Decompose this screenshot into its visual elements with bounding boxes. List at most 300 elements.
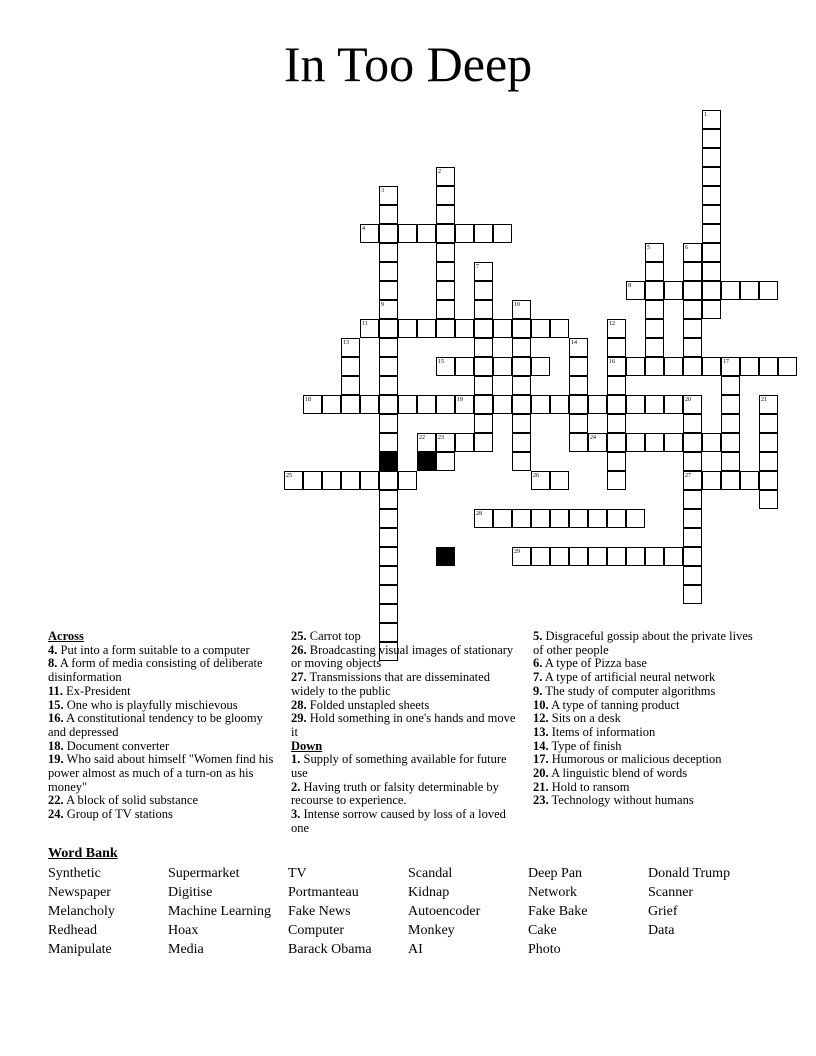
grid-cell[interactable] [702, 148, 721, 167]
clue-number: 10 [514, 302, 520, 308]
clue-number: 9 [381, 302, 384, 308]
grid-cell[interactable] [398, 319, 417, 338]
grid-cell[interactable] [512, 338, 531, 357]
grid-cell[interactable] [607, 338, 626, 357]
clue-item [48, 753, 280, 794]
grid-cell[interactable] [379, 585, 398, 604]
grid-cell[interactable] [721, 414, 740, 433]
clue-item [291, 630, 521, 644]
grid-cell[interactable] [664, 547, 683, 566]
grid-cell[interactable] [569, 376, 588, 395]
grid-cell[interactable] [417, 224, 436, 243]
grid-cell[interactable] [531, 319, 550, 338]
grid-cell[interactable] [379, 528, 398, 547]
grid-cell[interactable] [550, 471, 569, 490]
clue-item [533, 781, 763, 795]
grid-cell[interactable] [512, 319, 531, 338]
grid-cell[interactable] [436, 243, 455, 262]
grid-cell[interactable] [721, 433, 740, 452]
grid-cell[interactable] [683, 338, 702, 357]
word-bank-item: Portmanteau [288, 885, 359, 900]
word-bank-item: Melancholy [48, 904, 115, 919]
clue-number: 5 [647, 245, 650, 251]
clue-number: 17 [723, 359, 729, 365]
grid-cell[interactable] [683, 585, 702, 604]
clue-item [533, 712, 763, 726]
clue-item [291, 671, 521, 698]
grid-cell[interactable] [455, 433, 474, 452]
clue-number-label: 14. [533, 738, 549, 753]
word-bank-item: TV [288, 866, 307, 881]
clue-number-label: 3. [291, 807, 301, 822]
word-bank-item: Monkey [408, 923, 455, 938]
grid-cell[interactable] [759, 281, 778, 300]
clue-text: The study of computer algorithms [545, 683, 716, 698]
grid-cell[interactable] [626, 433, 645, 452]
word-bank-item: Fake Bake [528, 904, 588, 919]
grid-cell[interactable] [721, 376, 740, 395]
clue-item [291, 699, 521, 713]
grid-cell[interactable] [702, 167, 721, 186]
clue-number-label: 27. [291, 670, 307, 685]
grid-cell[interactable] [512, 357, 531, 376]
grid-cell[interactable] [360, 471, 379, 490]
word-bank-item: Kidnap [408, 885, 450, 900]
clue-number-label: 4. [48, 642, 58, 657]
clue-number-label: 7. [533, 670, 543, 685]
grid-cell[interactable] [512, 395, 531, 414]
grid-cell[interactable] [436, 395, 455, 414]
grid-cell[interactable] [341, 395, 360, 414]
word-bank-item: Photo [528, 942, 561, 957]
clue-number: 14 [571, 340, 577, 346]
grid-cell[interactable] [645, 300, 664, 319]
clue-number-label: 28. [291, 697, 307, 712]
grid-cell[interactable] [740, 357, 759, 376]
clue-item [48, 699, 280, 713]
grid-cell[interactable] [398, 471, 417, 490]
clue-text: Folded unstapled sheets [309, 697, 430, 712]
clue-number-label: 12. [533, 711, 549, 726]
clue-column-1 [48, 630, 280, 822]
clue-item [48, 794, 280, 808]
grid-cell[interactable] [455, 319, 474, 338]
grid-cell[interactable] [550, 509, 569, 528]
clue-item [533, 685, 763, 699]
grid-cell[interactable] [569, 509, 588, 528]
grid-cell[interactable] [683, 300, 702, 319]
grid-cell[interactable] [493, 224, 512, 243]
clue-number-label: 9. [533, 683, 543, 698]
grid-cell[interactable] [493, 509, 512, 528]
grid-cell[interactable] [664, 357, 683, 376]
grid-cell[interactable] [379, 376, 398, 395]
grid-cell[interactable] [607, 433, 626, 452]
grid-cell[interactable] [683, 547, 702, 566]
clue-text: Hold something in one's hands and move it [291, 711, 516, 739]
grid-cell[interactable] [436, 262, 455, 281]
clue-number-label: 24. [48, 807, 64, 822]
word-bank-item: AI [408, 942, 423, 957]
clue-text: A block of solid substance [66, 793, 198, 808]
clue-number: 19 [457, 397, 463, 403]
grid-cell[interactable] [626, 547, 645, 566]
clue-number-label: 11. [48, 683, 63, 698]
word-bank-item: Grief [648, 904, 678, 919]
grid-cell[interactable] [721, 452, 740, 471]
clue-item [291, 781, 521, 808]
clue-item [48, 808, 280, 822]
clue-item [533, 671, 763, 685]
grid-cell[interactable] [569, 395, 588, 414]
grid-cell[interactable] [607, 471, 626, 490]
clue-number: 13 [343, 340, 349, 346]
grid-cell[interactable] [493, 395, 512, 414]
grid-cell[interactable] [436, 281, 455, 300]
down-heading: Down [291, 738, 323, 753]
grid-cell[interactable] [759, 452, 778, 471]
grid-cell[interactable] [702, 262, 721, 281]
grid-cell[interactable] [683, 357, 702, 376]
word-bank-item: Digitise [168, 885, 213, 900]
grid-cell[interactable] [702, 205, 721, 224]
grid-cell[interactable] [721, 281, 740, 300]
grid-cell[interactable] [607, 414, 626, 433]
grid-cell[interactable] [683, 490, 702, 509]
grid-cell[interactable] [759, 433, 778, 452]
grid-cell[interactable] [398, 224, 417, 243]
clue-number: 22 [419, 435, 425, 441]
grid-cell[interactable] [436, 224, 455, 243]
page-title: In Too Deep [283, 36, 533, 92]
grid-cell[interactable] [531, 547, 550, 566]
grid-cell[interactable] [341, 471, 360, 490]
clue-number: 29 [514, 549, 520, 555]
word-bank-item: Scandal [408, 866, 453, 881]
grid-cell[interactable] [474, 281, 493, 300]
grid-cell[interactable] [588, 547, 607, 566]
grid-cell[interactable] [379, 243, 398, 262]
grid-cell[interactable] [569, 433, 588, 452]
grid-cell[interactable] [569, 547, 588, 566]
grid-cell[interactable] [569, 414, 588, 433]
clue-column-3 [533, 630, 763, 808]
grid-cell[interactable] [379, 338, 398, 357]
grid-cell[interactable] [607, 547, 626, 566]
grid-cell[interactable] [474, 300, 493, 319]
clue-text: Put into a form suitable to a computer [60, 642, 250, 657]
grid-cell[interactable] [702, 129, 721, 148]
grid-cell[interactable] [702, 471, 721, 490]
clue-text: Intense sorrow caused by loss of a loved one [291, 807, 506, 835]
clue-number: 12 [609, 321, 615, 327]
grid-cell[interactable] [512, 414, 531, 433]
grid-cell[interactable] [740, 281, 759, 300]
grid-cell[interactable] [379, 547, 398, 566]
clue-text: One who is playfully mischievous [66, 697, 238, 712]
grid-cell[interactable] [664, 281, 683, 300]
clue-number-label: 25. [291, 629, 307, 643]
grid-black-cell [379, 452, 398, 471]
grid-cell[interactable] [436, 452, 455, 471]
clue-number-label: 15. [48, 697, 64, 712]
clue-number-label: 26. [291, 642, 307, 657]
grid-cell[interactable] [607, 509, 626, 528]
clue-number-label: 29. [291, 711, 307, 726]
clue-item [533, 794, 763, 808]
grid-cell[interactable] [436, 319, 455, 338]
clue-number-label: 2. [291, 779, 301, 794]
grid-cell[interactable] [493, 319, 512, 338]
grid-cell[interactable] [474, 376, 493, 395]
clue-item [48, 644, 280, 658]
clue-text: Broadcasting visual images of stationary or moving objects [291, 642, 514, 671]
grid-cell[interactable] [512, 376, 531, 395]
grid-cell[interactable] [645, 338, 664, 357]
grid-cell[interactable] [379, 566, 398, 585]
clue-number: 6 [685, 245, 688, 251]
grid-cell[interactable] [474, 433, 493, 452]
clue-text: Technology without humans [551, 793, 694, 808]
grid-cell[interactable] [379, 205, 398, 224]
word-bank-item: Newspaper [48, 885, 111, 900]
word-bank-item: Synthetic [48, 866, 101, 881]
clue-number-label: 8. [48, 656, 58, 671]
clue-text: A type of tanning product [551, 697, 680, 712]
grid-cell[interactable] [379, 471, 398, 490]
clue-text: A form of media consisting of deliberate disinformation [48, 656, 263, 685]
clue-text: Supply of something available for future use [291, 752, 507, 781]
clue-number: 2 [438, 169, 441, 175]
grid-cell[interactable] [303, 471, 322, 490]
clue-number-label: 18. [48, 738, 64, 753]
clue-text: Disgraceful gossip about the private lives of other people [533, 629, 753, 657]
grid-cell[interactable] [664, 395, 683, 414]
grid-cell[interactable] [702, 243, 721, 262]
grid-cell[interactable] [607, 452, 626, 471]
across-heading: Across [48, 629, 84, 643]
clue-item [533, 753, 763, 767]
grid-cell[interactable] [702, 186, 721, 205]
clue-item [48, 657, 280, 684]
grid-cell[interactable] [436, 300, 455, 319]
grid-cell[interactable] [493, 357, 512, 376]
clue-number: 20 [685, 397, 691, 403]
clue-text: A type of Pizza base [544, 656, 647, 671]
grid-cell[interactable] [569, 357, 588, 376]
clue-number-label: 13. [533, 724, 549, 739]
clue-item [48, 712, 280, 739]
grid-cell[interactable] [645, 547, 664, 566]
grid-cell[interactable] [512, 433, 531, 452]
grid-cell[interactable] [341, 376, 360, 395]
grid-cell[interactable] [702, 357, 721, 376]
clue-number: 25 [286, 473, 292, 479]
grid-cell[interactable] [778, 357, 797, 376]
clue-text: Items of information [551, 724, 656, 739]
grid-cell[interactable] [474, 224, 493, 243]
grid-cell[interactable] [645, 319, 664, 338]
grid-cell[interactable] [626, 357, 645, 376]
grid-cell[interactable] [683, 262, 702, 281]
grid-cell[interactable] [683, 452, 702, 471]
word-bank-item: Manipulate [48, 942, 112, 957]
grid-cell[interactable] [759, 357, 778, 376]
grid-cell[interactable] [474, 338, 493, 357]
word-bank-item: Machine Learning [168, 904, 272, 919]
clue-number: 28 [476, 511, 482, 517]
clue-number: 1 [704, 112, 707, 118]
grid-cell[interactable] [683, 281, 702, 300]
grid-cell[interactable] [379, 395, 398, 414]
clue-text: Group of TV stations [66, 807, 173, 822]
grid-cell[interactable] [721, 471, 740, 490]
grid-cell[interactable] [398, 395, 417, 414]
word-bank-item: Network [528, 885, 577, 900]
grid-cell[interactable] [702, 281, 721, 300]
word-bank-item: Data [648, 923, 675, 938]
clue-number: 23 [438, 435, 444, 441]
clue-text: Having truth or falsity determinable by recourse to experience. [291, 779, 499, 808]
grid-cell[interactable] [379, 262, 398, 281]
grid-cell[interactable] [702, 300, 721, 319]
grid-cell[interactable] [474, 319, 493, 338]
grid-cell[interactable] [417, 319, 436, 338]
grid-cell[interactable] [379, 357, 398, 376]
clue-number: 27 [685, 473, 691, 479]
grid-cell[interactable] [379, 319, 398, 338]
grid-cell[interactable] [436, 186, 455, 205]
grid-cell[interactable] [588, 509, 607, 528]
grid-cell[interactable] [322, 471, 341, 490]
grid-cell[interactable] [759, 490, 778, 509]
clue-number: 18 [305, 397, 311, 403]
clue-text: Ex-President [66, 683, 131, 698]
clue-number: 8 [628, 283, 631, 289]
grid-cell[interactable] [607, 376, 626, 395]
grid-cell[interactable] [588, 395, 607, 414]
grid-cell[interactable] [645, 395, 664, 414]
clue-number-label: 21. [533, 779, 549, 794]
grid-cell[interactable] [379, 433, 398, 452]
clue-item [533, 767, 763, 781]
grid-cell[interactable] [683, 528, 702, 547]
clue-number-label: 16. [48, 711, 64, 726]
grid-cell[interactable] [740, 471, 759, 490]
grid-cell[interactable] [664, 433, 683, 452]
grid-cell[interactable] [379, 281, 398, 300]
clue-column-2 [291, 630, 521, 836]
clue-item [291, 753, 521, 780]
grid-cell[interactable] [645, 433, 664, 452]
grid-cell[interactable] [512, 452, 531, 471]
word-bank-item: Cake [528, 923, 557, 938]
grid-cell[interactable] [550, 547, 569, 566]
grid-cell[interactable] [721, 395, 740, 414]
word-bank-item: Computer [288, 923, 344, 938]
clue-text: Document converter [66, 738, 170, 753]
word-bank-item: Donald Trump [648, 866, 731, 881]
clue-number: 7 [476, 264, 479, 270]
clue-text: A linguistic blend of words [551, 766, 688, 781]
grid-cell[interactable] [474, 395, 493, 414]
grid-cell[interactable] [531, 395, 550, 414]
word-bank-item: Redhead [48, 923, 97, 938]
grid-cell[interactable] [607, 395, 626, 414]
clue-number-label: 17. [533, 752, 549, 767]
grid-cell[interactable] [512, 509, 531, 528]
grid-cell[interactable] [360, 395, 379, 414]
grid-cell[interactable] [645, 281, 664, 300]
grid-cell[interactable] [683, 433, 702, 452]
word-bank [48, 864, 768, 959]
clue-number-label: 6. [533, 656, 543, 671]
clue-number-label: 10. [533, 697, 549, 712]
grid-cell[interactable] [759, 471, 778, 490]
clue-text: Type of finish [551, 738, 622, 753]
grid-cell[interactable] [417, 395, 436, 414]
grid-cell[interactable] [626, 509, 645, 528]
grid-cell[interactable] [550, 395, 569, 414]
word-bank-item: Autoencoder [408, 904, 481, 919]
grid-cell[interactable] [702, 224, 721, 243]
grid-cell[interactable] [626, 395, 645, 414]
clue-text: Carrot top [309, 629, 361, 643]
word-bank-item: Hoax [168, 923, 199, 938]
clue-number-label: 23. [533, 793, 549, 808]
clue-number: 4 [362, 226, 365, 232]
clue-text: Hold to ransom [551, 779, 630, 794]
grid-cell[interactable] [322, 395, 341, 414]
clue-number-label: 22. [48, 793, 64, 808]
grid-cell[interactable] [683, 509, 702, 528]
grid-cell[interactable] [455, 224, 474, 243]
grid-cell[interactable] [702, 433, 721, 452]
clue-item [533, 657, 763, 671]
grid-cell[interactable] [645, 262, 664, 281]
grid-cell[interactable] [379, 224, 398, 243]
grid-cell[interactable] [379, 490, 398, 509]
clue-item [533, 699, 763, 713]
word-bank-heading: Word Bank [48, 846, 118, 861]
grid-cell[interactable] [436, 205, 455, 224]
clue-number-label: 1. [291, 752, 301, 767]
grid-cell[interactable] [341, 357, 360, 376]
grid-cell[interactable] [455, 357, 474, 376]
grid-cell[interactable] [645, 357, 664, 376]
grid-cell[interactable] [474, 357, 493, 376]
clue-item [291, 808, 521, 835]
word-bank-item: Supermarket [168, 866, 240, 881]
grid-black-cell [436, 547, 455, 566]
clue-text: Transmissions that are disseminated widely to the public [291, 670, 490, 698]
grid-cell[interactable] [474, 414, 493, 433]
grid-cell[interactable] [683, 566, 702, 585]
clue-item [533, 740, 763, 754]
grid-cell[interactable] [683, 414, 702, 433]
clue-item [533, 630, 763, 657]
grid-cell[interactable] [683, 319, 702, 338]
grid-cell[interactable] [379, 414, 398, 433]
grid-cell[interactable] [379, 509, 398, 528]
grid-cell[interactable] [379, 604, 398, 623]
grid-cell[interactable] [531, 357, 550, 376]
clue-text: A constitutional tendency to be gloomy and depressed [48, 711, 263, 739]
clue-item [533, 726, 763, 740]
grid-cell[interactable] [531, 509, 550, 528]
grid-cell[interactable] [550, 319, 569, 338]
grid-cell[interactable] [759, 414, 778, 433]
